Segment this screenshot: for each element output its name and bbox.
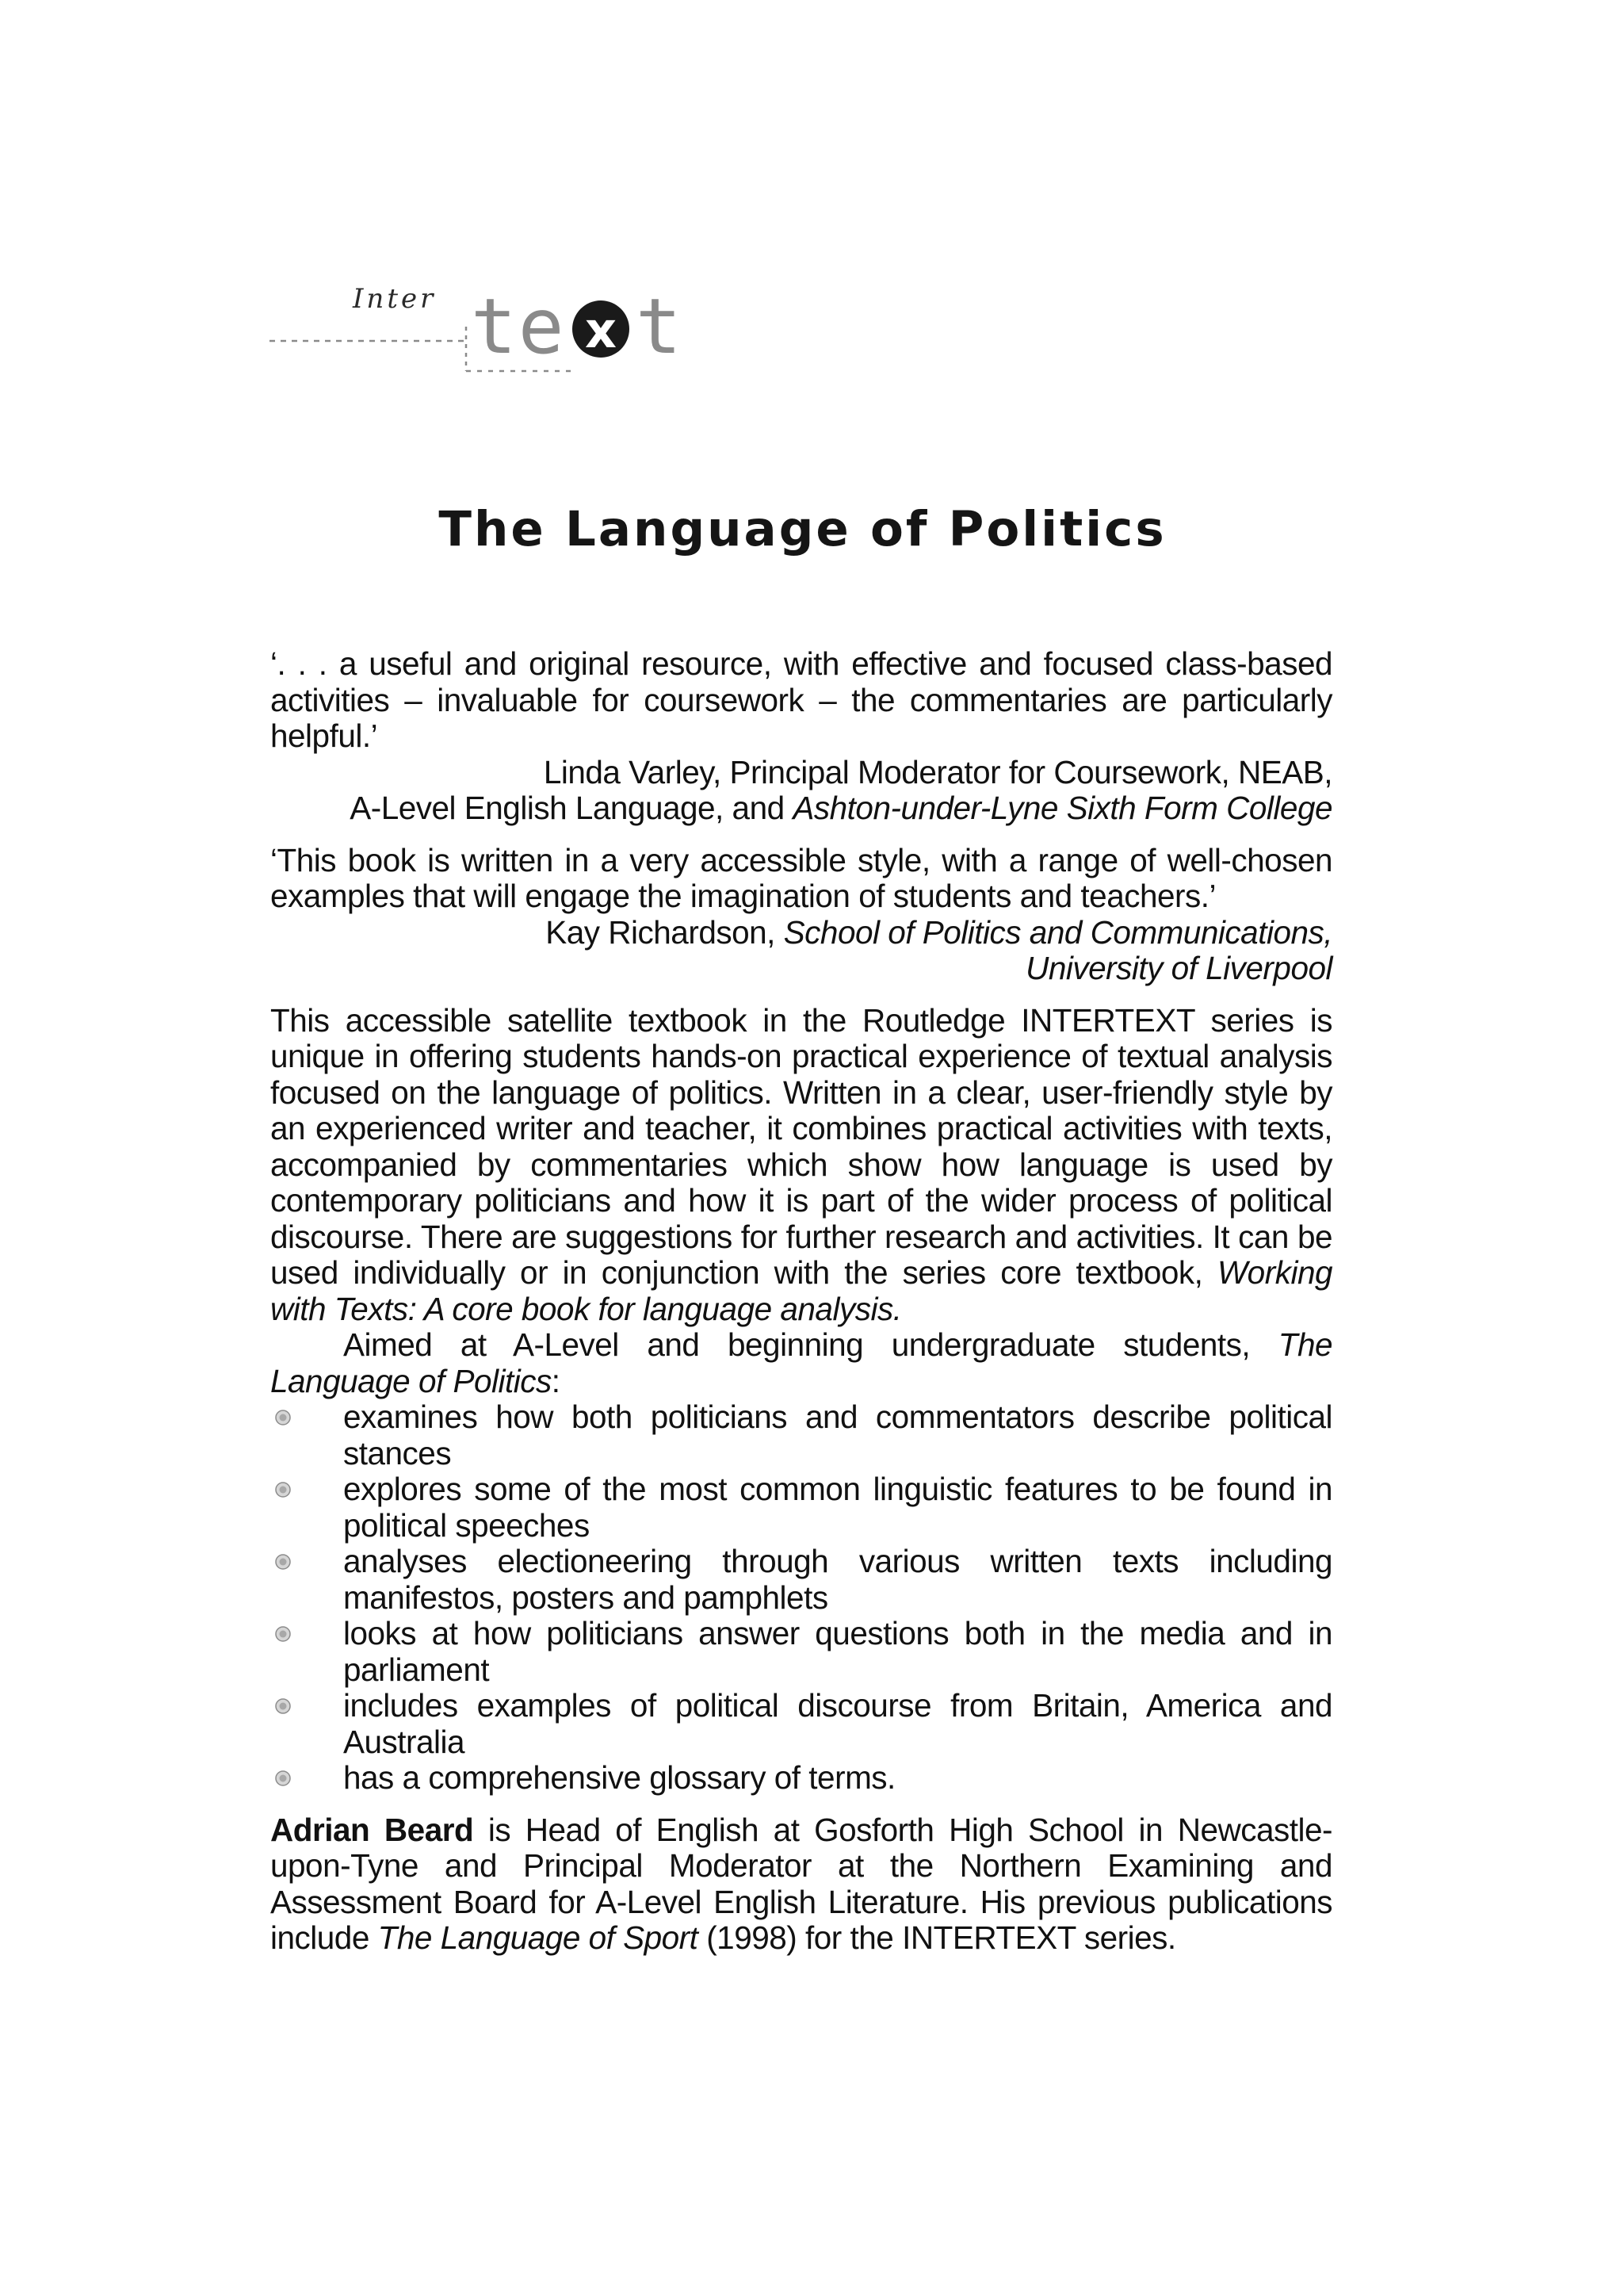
list-item-text: explores some of the most common linguistic features to be found in political speeches bbox=[343, 1471, 1332, 1544]
attribution-plain: Kay Richardson, bbox=[545, 913, 784, 951]
bullet-icon bbox=[274, 1481, 292, 1498]
list-item-text: examines how both politicians and commentators describe political stances bbox=[343, 1399, 1332, 1471]
description-text: This accessible satellite textbook in the Routledge INTERTEXT series is unique in offering students hands-on practical experience of textual analysis focused on the language of politics. Written in a clear, user-friendly style by an experienced writer and teacher, it combines practical activities with texts, accompanied by commentaries which show how language is used by contemporary politicians and how it is part of the wider process of political discourse. There are suggestions for further research and activities. It can be used individually or in conjunction with the series core textbook, bbox=[270, 1001, 1332, 1291]
review-quote-1-attribution-line-1: Linda Varley, Principal Moderator for Coursework, NEAB, bbox=[543, 753, 1332, 790]
logo-letter-x: x bbox=[585, 301, 617, 359]
attribution-plain: A-Level English Language, and bbox=[350, 790, 793, 826]
list-item bbox=[270, 1760, 1332, 1797]
author-name: Adrian Beard bbox=[270, 1811, 474, 1848]
author-bio bbox=[270, 1812, 1332, 1957]
page-title: The Language of Politics bbox=[438, 501, 1167, 557]
review-quote-2: ‘This book is written in a very accessible style, with a range of well-chosen examples that will engage the imagination of students and teachers.’ bbox=[270, 841, 1332, 914]
list-item-text: analyses electioneering through various written texts including manifestos, posters and pamphlets bbox=[343, 1543, 1332, 1616]
previous-book-title: The Language of Sport bbox=[377, 1919, 698, 1956]
bullet-icon bbox=[274, 1409, 292, 1426]
list-item-text: looks at how politicians answer questions both in the media and in parliament bbox=[343, 1615, 1332, 1688]
attribution-institution: School of Politics and Communications, bbox=[783, 913, 1332, 951]
list-item bbox=[270, 1544, 1332, 1616]
audience-colon: : bbox=[551, 1362, 560, 1399]
list-item bbox=[270, 1471, 1332, 1544]
features-list bbox=[270, 1399, 1332, 1797]
intertext-series-logo bbox=[269, 277, 713, 396]
bullet-icon bbox=[274, 1697, 292, 1715]
list-item bbox=[270, 1399, 1332, 1471]
review-quote-1: ‘. . . a useful and original resource, with effective and focused class-based activities – invaluable for coursework – the commentaries are particularly helpful.’ bbox=[270, 645, 1332, 754]
bullet-icon bbox=[274, 1625, 292, 1643]
previous-book-note: (1998) for the INTERTEXT series. bbox=[697, 1919, 1176, 1956]
core-book-title: Working with Texts: A core book for language analysis. bbox=[270, 1254, 1332, 1327]
author-bio-text: is Head of English at Gosforth High School in Newcastle-upon-Tyne and Principal Moderator at the Northern Examining and Assessment Board for A-Level English Literature. His previous publications include bbox=[270, 1811, 1332, 1956]
audience-text: Aimed at A-Level and beginning undergraduate students, bbox=[343, 1326, 1278, 1363]
bullet-icon bbox=[274, 1553, 292, 1571]
list-item-text: has a comprehensive glossary of terms. bbox=[343, 1759, 896, 1796]
list-item bbox=[270, 1688, 1332, 1760]
review-quote-2-attribution-line-2 bbox=[270, 951, 1332, 987]
review-quote-2-attribution-line-1 bbox=[270, 915, 1332, 951]
list-item bbox=[270, 1616, 1332, 1688]
book-title-inline: The Language of Politics bbox=[270, 1326, 1332, 1399]
logo-word-inter: Inter bbox=[353, 283, 437, 315]
logo-word-te: te bbox=[471, 282, 566, 371]
audience-statement bbox=[270, 1327, 1332, 1399]
bullet-icon bbox=[274, 1770, 292, 1787]
review-quote-1-attribution-line-2 bbox=[270, 790, 1332, 827]
back-cover-text bbox=[270, 646, 1332, 1957]
list-item-text: includes examples of political discourse from Britain, America and Australia bbox=[343, 1687, 1332, 1760]
attribution-institution: University of Liverpool bbox=[1026, 950, 1332, 986]
logo-word-t: t bbox=[636, 282, 682, 371]
attribution-institution: Ashton-under-Lyne Sixth Form College bbox=[793, 790, 1332, 826]
book-description bbox=[270, 1003, 1332, 1328]
